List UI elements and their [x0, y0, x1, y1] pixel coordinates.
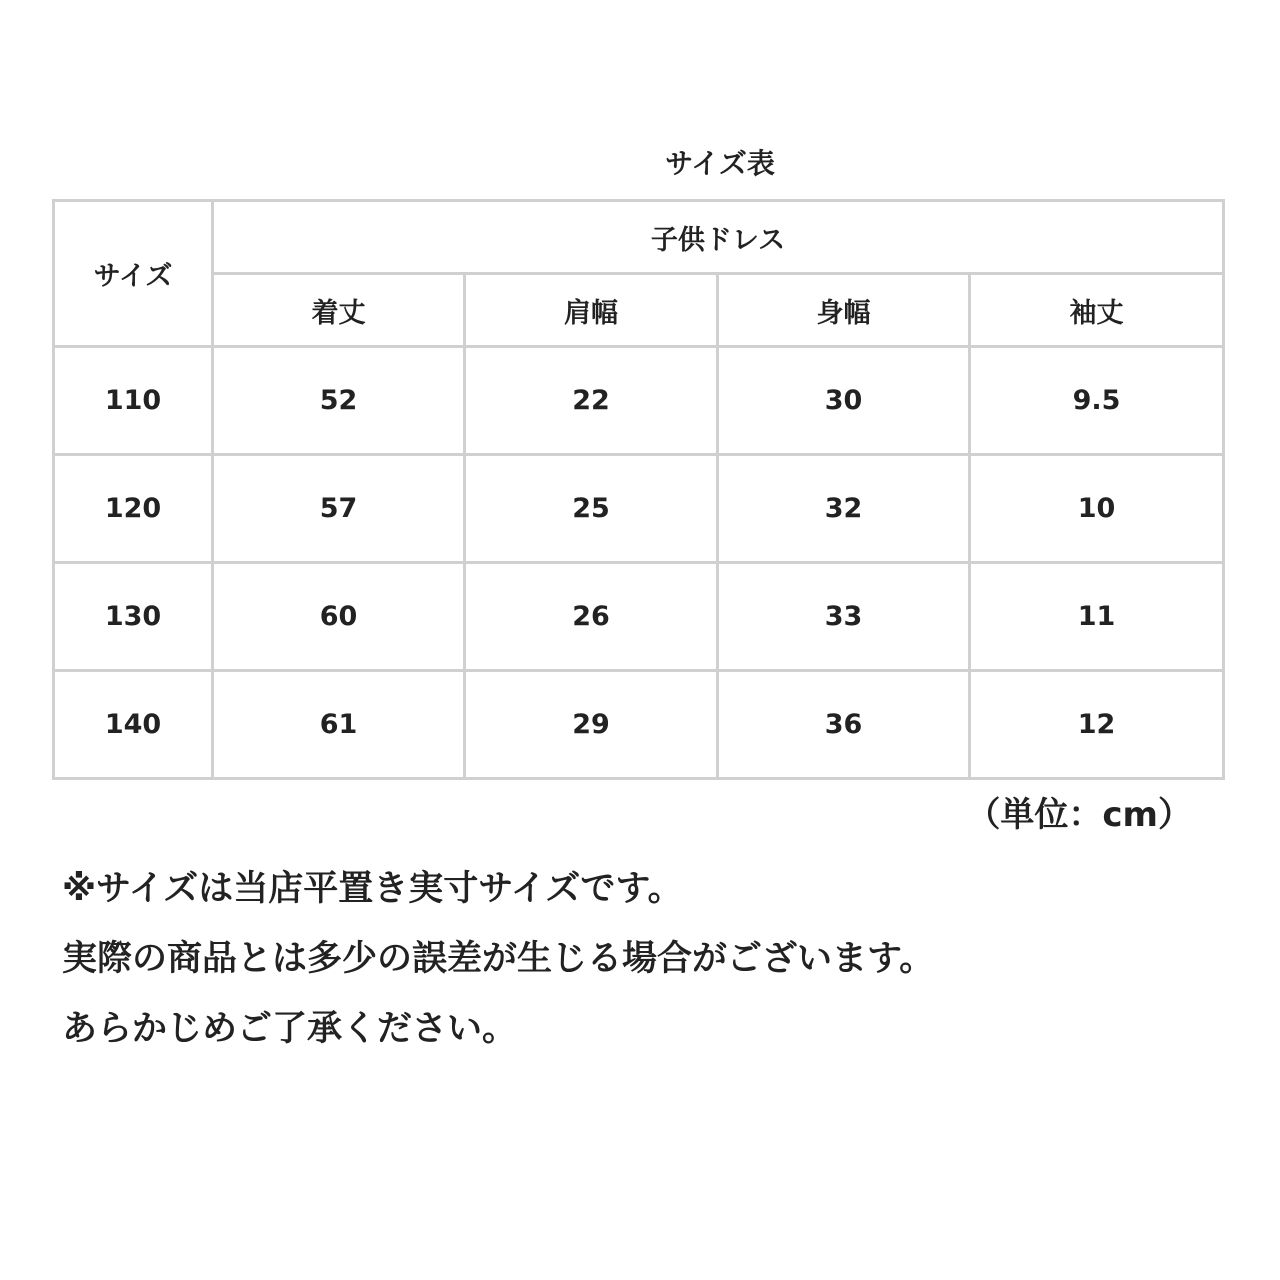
- note-line: 実際の商品とは多少の誤差が生じる場合がございます。: [62, 939, 935, 979]
- value-cell: 33: [718, 563, 970, 671]
- value-cell: 60: [213, 563, 465, 671]
- value-cell: 36: [718, 671, 970, 779]
- size-cell: 130: [54, 563, 213, 671]
- value-cell: 25: [465, 455, 718, 563]
- header-row-group: [54, 201, 1224, 274]
- size-cell: 140: [54, 671, 213, 779]
- value-cell: 11: [970, 563, 1224, 671]
- unit-label: （単位：cm）: [966, 795, 1192, 835]
- size-table: [52, 199, 1225, 780]
- value-cell: 26: [465, 563, 718, 671]
- value-cell: 52: [213, 347, 465, 455]
- size-cell: 120: [54, 455, 213, 563]
- size-cell: 110: [54, 347, 213, 455]
- value-cell: 22: [465, 347, 718, 455]
- column-header-shoulder: 肩幅: [465, 274, 718, 347]
- column-header-sleeve: 袖丈: [970, 274, 1224, 347]
- table-row: [54, 347, 1224, 455]
- notes: [62, 862, 1242, 1072]
- size-header-cell: サイズ: [54, 201, 213, 347]
- value-cell: 29: [465, 671, 718, 779]
- note-line: ※サイズは当店平置き実寸サイズです。: [62, 869, 683, 909]
- column-header-chest: 身幅: [718, 274, 970, 347]
- note-line: あらかじめご了承ください。: [62, 1009, 518, 1049]
- value-cell: 61: [213, 671, 465, 779]
- table-row: [54, 671, 1224, 779]
- table-row: [54, 455, 1224, 563]
- value-cell: 57: [213, 455, 465, 563]
- value-cell: 9.5: [970, 347, 1224, 455]
- value-cell: 12: [970, 671, 1224, 779]
- value-cell: 10: [970, 455, 1224, 563]
- table-row: [54, 563, 1224, 671]
- column-header-length: 着丈: [213, 274, 465, 347]
- group-header-cell: 子供ドレス: [213, 201, 1224, 274]
- header-row-columns: [54, 274, 1224, 347]
- value-cell: 32: [718, 455, 970, 563]
- page-title: サイズ表: [665, 147, 775, 180]
- value-cell: 30: [718, 347, 970, 455]
